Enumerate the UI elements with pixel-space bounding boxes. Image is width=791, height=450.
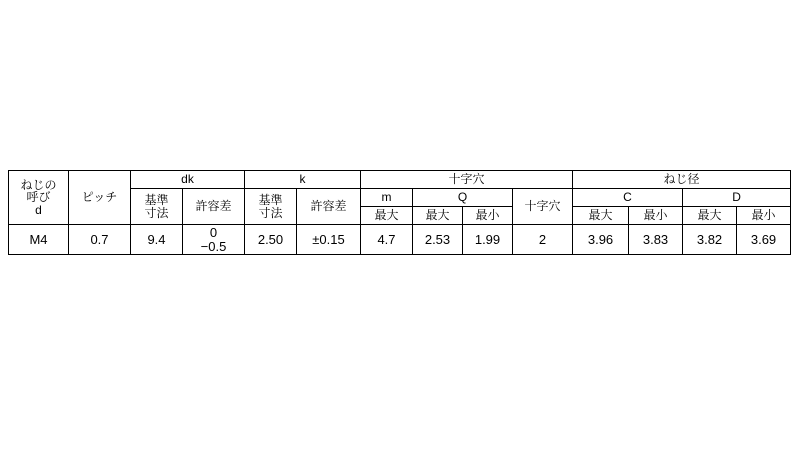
header-C-min: 最小 xyxy=(629,207,683,225)
header-neji-line3: d xyxy=(35,202,42,217)
header-neji-line2: 呼び xyxy=(26,190,51,205)
header-k-kijun-line2: 寸法 xyxy=(258,205,283,220)
header-Q-max: 最大 xyxy=(413,207,463,225)
header-dk-kijun-sunpou xyxy=(131,189,183,225)
header-neji-no-yobi xyxy=(9,171,69,225)
header-pitch: ピッチ xyxy=(69,171,131,225)
cell-m: 4.7 xyxy=(361,225,413,255)
header-m: m xyxy=(361,189,413,207)
header-juji-ana: 十字穴 xyxy=(361,171,573,189)
header-k-kyoyousa: 許容差 xyxy=(297,189,361,225)
table-row xyxy=(9,225,791,255)
cell-dk-kyoyousa-lower: −0.5 xyxy=(200,238,227,254)
cell-neji-no-yobi: M4 xyxy=(9,225,69,255)
header-k-kijun-sunpou xyxy=(245,189,297,225)
cell-juji-ana: 2 xyxy=(513,225,573,255)
cell-dk-kyoyousa xyxy=(183,225,245,255)
header-dk-kijun-line2: 寸法 xyxy=(144,205,169,220)
cell-dk-kijun: 9.4 xyxy=(131,225,183,255)
spec-table-container xyxy=(8,170,777,255)
header-Q-min: 最小 xyxy=(463,207,513,225)
cell-Q-min: 1.99 xyxy=(463,225,513,255)
cell-pitch: 0.7 xyxy=(69,225,131,255)
header-k: k xyxy=(245,171,361,189)
header-juji-ana-no: 十字穴 xyxy=(513,189,573,225)
header-D: D xyxy=(683,189,791,207)
cell-C-max: 3.96 xyxy=(573,225,629,255)
header-neji-kei: ねじ径 xyxy=(573,171,791,189)
header-neji-line1: ねじの xyxy=(20,177,57,192)
cell-D-max: 3.82 xyxy=(683,225,737,255)
header-dk-kyoyousa: 許容差 xyxy=(183,189,245,225)
header-C-max: 最大 xyxy=(573,207,629,225)
cell-k-kijun: 2.50 xyxy=(245,225,297,255)
header-dk-kijun-line1: 基準 xyxy=(144,192,169,207)
screw-spec-table xyxy=(8,170,791,255)
cell-k-kyoyousa: ±0.15 xyxy=(297,225,361,255)
table-header-row-1 xyxy=(9,171,791,189)
cell-C-min: 3.83 xyxy=(629,225,683,255)
header-dk: dk xyxy=(131,171,245,189)
header-Q: Q xyxy=(413,189,513,207)
header-C: C xyxy=(573,189,683,207)
cell-Q-max: 2.53 xyxy=(413,225,463,255)
cell-dk-kyoyousa-upper: 0 xyxy=(209,224,218,240)
header-D-max: 最大 xyxy=(683,207,737,225)
cell-D-min: 3.69 xyxy=(737,225,791,255)
header-D-min: 最小 xyxy=(737,207,791,225)
header-k-kijun-line1: 基準 xyxy=(258,192,283,207)
header-m-max: 最大 xyxy=(361,207,413,225)
